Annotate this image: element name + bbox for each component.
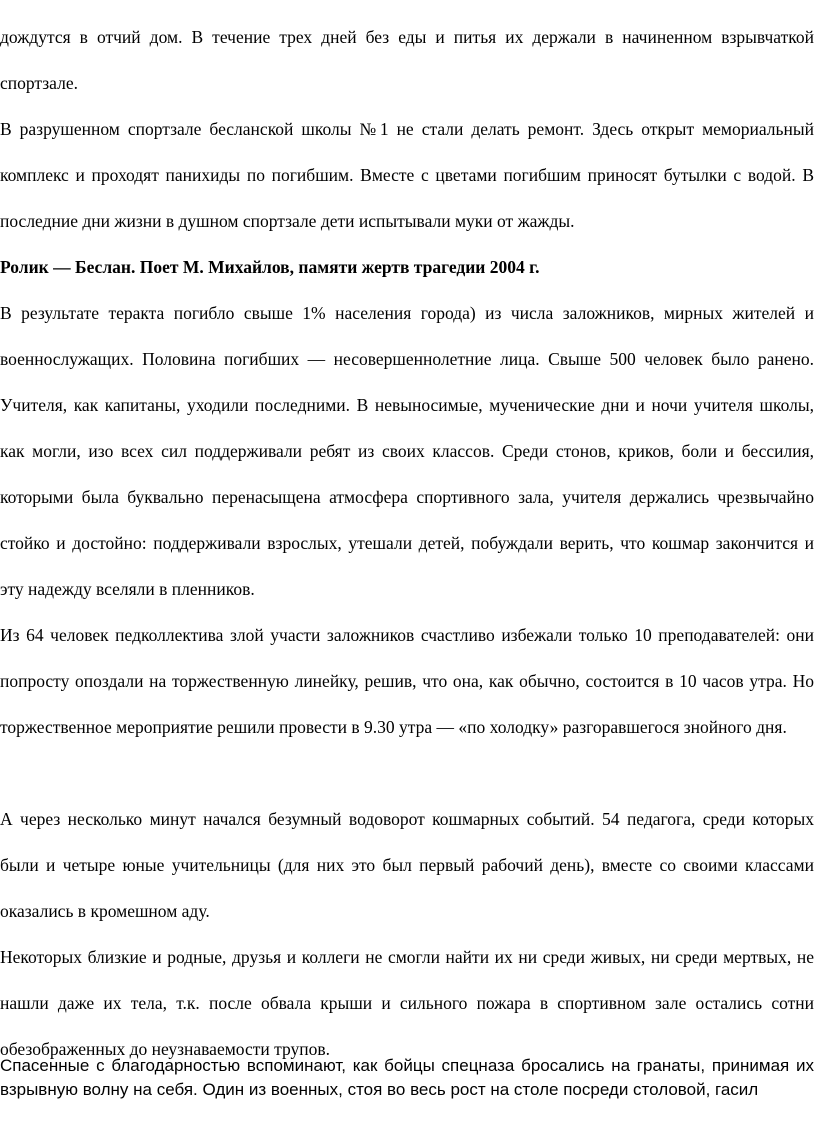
paragraph-events: А через несколько минут начался безумный водоворот кошмарных событий. 54 педагога, среди которых были и четыре юные учительницы (для них это был первый рабочий день), вместе со своими классами оказались в кромешном аду. xyxy=(0,809,814,921)
paragraph-intro: дождутся в отчий дом. В течение трех дней без еды и питья их держали в начиненном взрывчаткой спортзале. xyxy=(0,27,814,93)
paragraph-rescued: Спасенные с благодарностью вспоминают, как бойцы спецназа бросались на гранаты, принимая их взрывную волну на себя. Один из военных, стоя во весь рост на столе посреди столовой, гасил xyxy=(0,1056,814,1099)
paragraph-missing: Некоторых близкие и родные, друзья и коллеги не смогли найти их ни среди живых, ни среди мертвых, не нашли даже их тела, т.к. после обвала крыши и сильного пожара в спортивном зале остались сотни обезображенных до неузнаваемости трупов. xyxy=(0,947,814,1059)
paragraph-memorial: В разрушенном спортзале бесланской школы №1 не стали делать ремонт. Здесь открыт мемориальный комплекс и проходят панихиды по погибшим. Вместе с цветами погибшим приносят бутылки с водой. В последние дни жизни в душном спортзале дети испытывали муки от жажды. xyxy=(0,119,814,231)
paragraph-teachers: Из 64 человек педколлектива злой участи заложников счастливо избежали только 10 преподавателей: они попросту опоздали на торжественную линейку, решив, что она, как обычно, состоится в 10 часов утра. Но торжественное мероприятие решили провести в 9.30 утра — «по холодку» разгоравшегося знойного дня. xyxy=(0,625,814,737)
paragraph-casualties: В результате теракта погибло свыше 1% населения города) из числа заложников, мирных жителей и военнослужащих. Половина погибших — несовершеннолетние лица. Свыше 500 человек было ранено. Учителя, как капитаны, уходили последними. В невыносимые, мученические дни и ночи учителя школы, как могли, изо всех сил поддерживали ребят из своих классов. Среди стонов, криков, боли и бессилия, которыми была буквально перенасыщена атмосфера спортивного зала, учителя держались чрезвычайно стойко и достойно: поддерживали взрослых, утешали детей, побуждали верить, что кошмар закончится и эту надежду вселяли в пленников. xyxy=(0,303,814,599)
video-heading: Ролик — Беслан. Поет М. Михайлов, памяти жертв трагедии 2004 г. xyxy=(0,257,540,277)
